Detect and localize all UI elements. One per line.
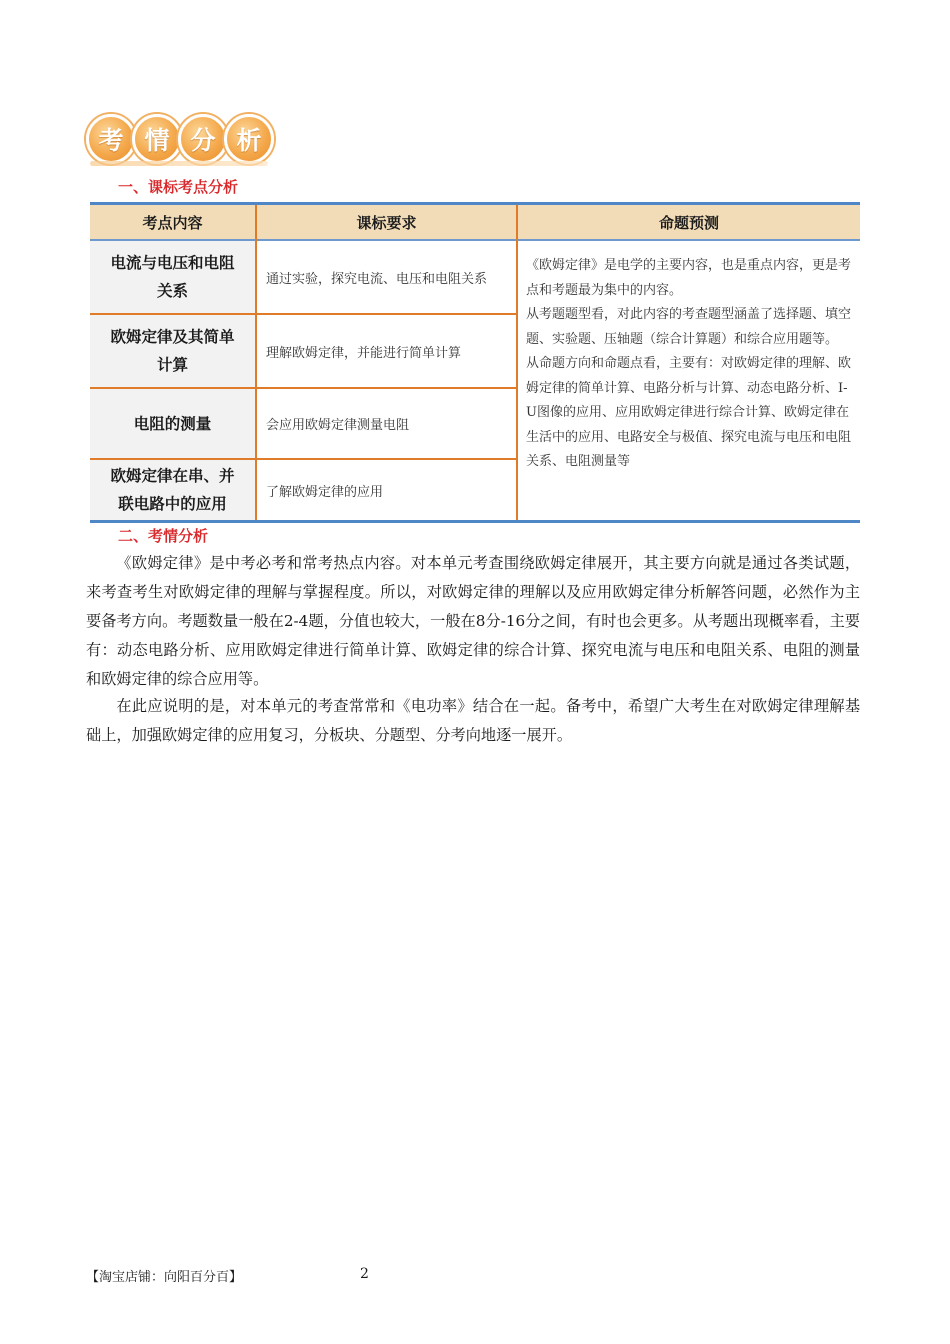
analysis-paragraph xyxy=(86,692,860,750)
page-number: 2 xyxy=(360,1266,369,1282)
table-header-cell: 考点内容 xyxy=(90,205,255,239)
topic-cell: 欧姆定律在串、并联电路中的应用 xyxy=(90,460,255,520)
table-header-cell: 命题预测 xyxy=(518,205,860,239)
column-divider xyxy=(255,205,257,520)
prediction-cell xyxy=(520,254,858,475)
requirement-cell: 了解欧姆定律的应用 xyxy=(266,484,384,500)
section-heading: 一、课标考点分析 xyxy=(118,178,239,196)
paragraph-text: 《欧姆定律》是中考必考和常考热点内容。对本单元考查围绕欧姆定律展开，其主要方向就是通过各类试题，来考查考生对欧姆定律的理解与掌握程度。所以，对欧姆定律的理解以及应用欧姆定律分析解答问题，必然作为主要备考方向。考题数量一般在2-4题，分值也较大，一般在8分-16分之间，有时也会更多。从考题出现概率看，主要有：动态电路分析、应用欧姆定律进行简单计算、欧姆定律的综合计算、探究电流与电压和电阻关系、电阻的测量和欧姆定律的综合应用等。 xyxy=(86,554,860,688)
curriculum-table xyxy=(90,202,860,523)
topic-cell: 电流与电压和电阻关系 xyxy=(90,241,255,313)
table-bottom-rule xyxy=(90,520,860,523)
topic-cell: 欧姆定律及其简单计算 xyxy=(90,315,255,387)
section-banner xyxy=(86,112,270,168)
banner-underline xyxy=(90,161,268,166)
prediction-paragraph: 从考题题型看，对此内容的考查题型涵盖了选择题、填空题、实验题、压轴题（综合计算题）和综合应用题等。 xyxy=(526,307,852,347)
analysis-paragraph xyxy=(86,549,860,694)
requirement-cell: 通过实验，探究电流、电压和电阻关系 xyxy=(266,271,488,287)
banner-char-circle: 析 xyxy=(224,114,274,164)
footer-shop-label: 【淘宝店铺：向阳百分百】 xyxy=(86,1270,243,1285)
banner-char-circle: 考 xyxy=(86,114,136,164)
requirement-cell: 会应用欧姆定律测量电阻 xyxy=(266,418,410,433)
banner-char-circle: 分 xyxy=(178,114,228,164)
column-divider xyxy=(516,205,518,520)
table-header-cell: 课标要求 xyxy=(257,205,516,239)
requirement-cell: 理解欧姆定律，并能进行简单计算 xyxy=(266,345,462,361)
prediction-paragraph: 《欧姆定律》是电学的主要内容，也是重点内容，更是考点和考题最为集中的内容。 xyxy=(526,258,852,298)
paragraph-text: 在此应说明的是，对本单元的考查常常和《电功率》结合在一起。备考中，希望广大考生在对欧姆定律理解基础上，加强欧姆定律的应用复习，分板块、分题型、分考向地逐一展开。 xyxy=(86,697,860,744)
prediction-paragraph: 从命题方向和命题点看，主要有：对欧姆定律的理解、欧姆定律的简单计算、电路分析与计算、动态电路分析、I-U图像的应用、应用欧姆定律进行综合计算、欧姆定律在生活中的应用、电路安全与极值、探究电流与电压和电阻关系、电阻测量等 xyxy=(526,356,852,469)
section-heading: 二、考情分析 xyxy=(118,527,209,545)
banner-char-circle: 情 xyxy=(132,114,182,164)
topic-cell: 电阻的测量 xyxy=(90,389,255,458)
